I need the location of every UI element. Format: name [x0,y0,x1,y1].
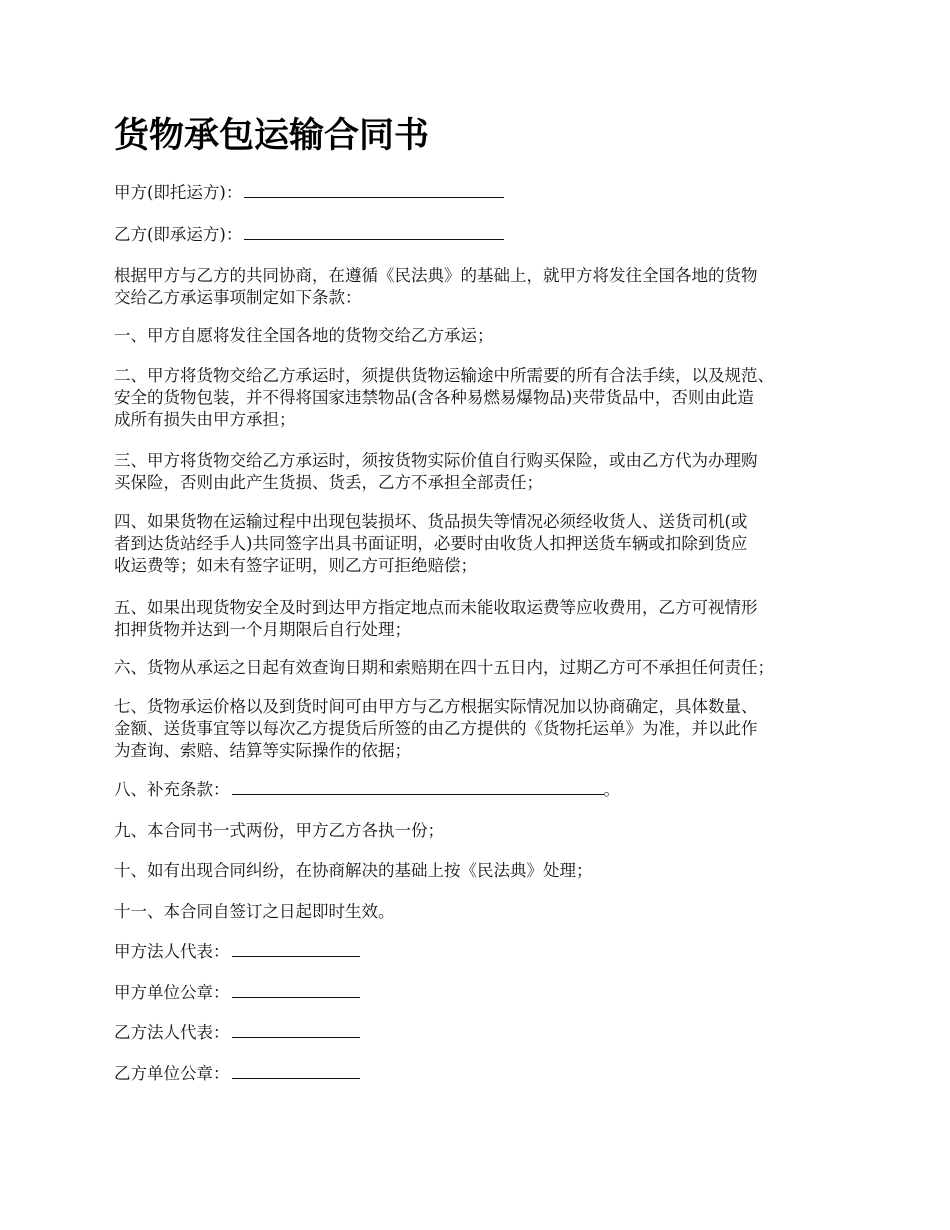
party-a-line [114,182,854,204]
intro-paragraph [114,265,854,309]
clause-8 [114,779,854,801]
clause-1 [114,325,854,347]
intro-line-2: 交给乙方承运事项制定如下条款： [114,288,362,307]
sign-b-representative-label: 乙方法人代表： [114,1023,230,1042]
clause-2-line-2: 安全的货物包装，并不得将国家违禁物品(含各种易燃易爆物品)夹带货品中，否则由此造 [114,388,754,407]
clause-4 [114,511,854,577]
sign-a-seal [114,982,854,1004]
sign-a-representative-blank [232,942,360,957]
clause-3-line-2: 买保险，否则由此产生货损、货丢，乙方不承担全部责任； [114,473,543,492]
clause-8-label: 八、补充条款： [114,780,230,799]
document-title: 货物承包运输合同书 [114,116,430,156]
sign-b-representative-blank [232,1023,360,1038]
sign-a-seal-label: 甲方单位公章： [114,983,230,1002]
clause-8-end: 。 [603,780,620,799]
party-a-label: 甲方(即托运方)： [114,183,243,202]
clause-3 [114,450,854,494]
clause-6-line-1: 六、货物从承运之日起有效查询日期和索赔期在四十五日内，过期乙方可不承担任何责任； [114,658,774,677]
party-b-line [114,224,854,246]
clause-2-line-1: 二、甲方将货物交给乙方承运时，须提供货物运输途中所需要的所有合法手续，以及规范、 [114,366,774,385]
clause-3-line-1: 三、甲方将货物交给乙方承运时，须按货物实际价值自行购买保险，或由乙方代为办理购 [114,451,758,470]
clause-11: 十一、本合同自签订之日起即时生效。 [114,902,395,921]
sign-a-representative-label: 甲方法人代表： [114,942,230,961]
clause-2-line-3: 成所有损失由甲方承担； [114,410,296,429]
clause-7 [114,696,854,762]
clause-7-line-2: 金额、送货事宜等以每次乙方提货后所签的由乙方提供的《货物托运单》为准，并以此作 [114,719,758,738]
intro-line-1: 根据甲方与乙方的共同协商，在遵循《民法典》的基础上，就甲方将发往全国各地的货物 [114,266,758,285]
clause-1-line-1: 一、甲方自愿将发往全国各地的货物交给乙方承运； [114,326,494,345]
sign-a-representative [114,941,854,963]
clause-5 [114,597,854,641]
clause-2 [114,365,854,431]
sign-b-seal-label: 乙方单位公章： [114,1064,230,1083]
clause-5-line-2: 扣押货物并达到一个月期限后自行处理； [114,620,411,639]
party-a-blank [244,183,504,198]
party-b-label: 乙方(即承运方)： [114,225,243,244]
sign-b-seal-blank [232,1064,360,1079]
clause-5-line-1: 五、如果出现货物安全及时到达甲方指定地点而未能收取运费等应收费用，乙方可视情形 [114,598,758,617]
clause-8-blank [232,780,604,795]
clause-4-line-3: 收运费等；如未有签字证明，则乙方可拒绝赔偿； [114,556,477,575]
clause-6 [114,657,854,679]
clause-10: 十、如有出现合同纠纷，在协商解决的基础上按《民法典》处理； [114,861,593,880]
sign-b-seal [114,1063,854,1085]
clause-9: 九、本合同书一式两份，甲方乙方各执一份； [114,821,444,840]
clause-7-line-3: 为查询、索赔、结算等实际操作的依据； [114,741,411,760]
clause-7-line-1: 七、货物承运价格以及到货时间可由甲方与乙方根据实际情况加以协商确定，具体数量、 [114,697,758,716]
sign-a-seal-blank [232,983,360,998]
clause-4-line-1: 四、如果货物在运输过程中出现包装损坏、货品损失等情况必须经收货人、送货司机(或 [114,512,748,531]
party-b-blank [244,225,504,240]
sign-b-representative [114,1022,854,1044]
clause-4-line-2: 者到达货站经手人)共同签字出具书面证明，必要时由收货人扣押送货车辆或扣除到货应 [114,534,748,553]
